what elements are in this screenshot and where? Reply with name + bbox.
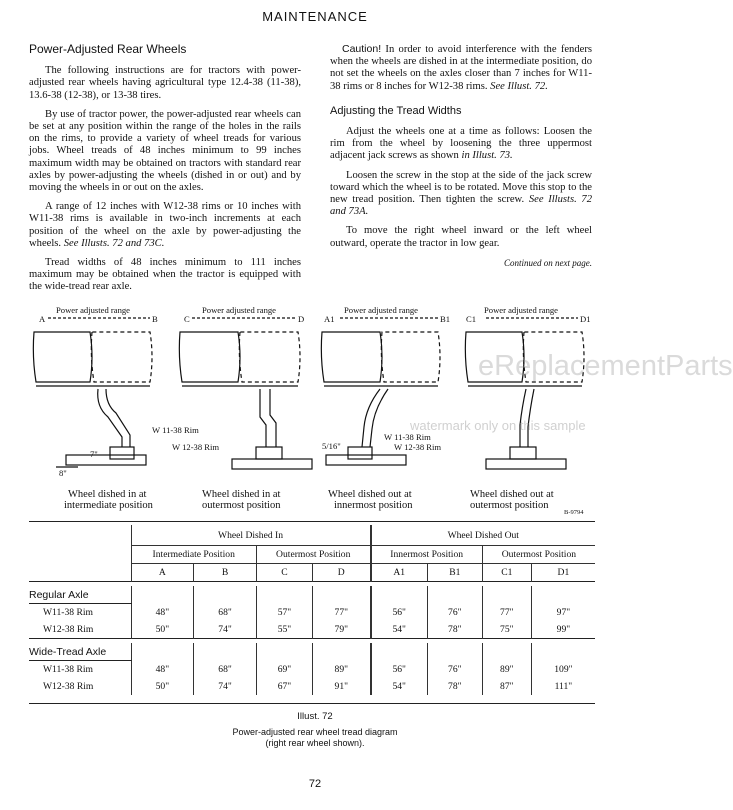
row-label: W11-38 Rim — [43, 607, 94, 618]
letter-a1: A1 — [324, 314, 335, 324]
section-title-adjusting: Adjusting the Tread Widths — [330, 104, 462, 117]
paragraph-text: A range of 12 inches with W12-38 rims or 10 inches with W11-38 rims is available in two-inch increments at each position of the wheel on the axle by power-adjusting the wheels. — [29, 201, 301, 249]
table-cell: 54" — [371, 678, 428, 695]
table-cell: 68" — [194, 661, 257, 679]
table-cell: 48" — [131, 661, 194, 679]
table-row — [29, 604, 595, 622]
table-cell: 75" — [482, 621, 531, 639]
column-letter: B1 — [427, 564, 482, 582]
illust-reference: See Illusts. 72 and 73C. — [63, 237, 165, 249]
table-cell: 67" — [256, 678, 312, 695]
table-cell: 55" — [256, 621, 312, 639]
panel-caption-line1: Wheel dished in at — [68, 489, 147, 500]
rim-label-w11: W 11-38 Rim — [152, 425, 199, 435]
table-cell: 74" — [194, 621, 257, 639]
illust-reference: See Illust. 72. — [490, 80, 548, 92]
caution-text: In order to avoid interference with the fenders when the wheels are dished in at the intermediate position, do not set the wheels on the axles closer than 7 inches for W11-38 rims or 8 inches for W12-38 rims. — [330, 44, 592, 92]
table-cell: 76" — [427, 604, 482, 622]
table-cell: 109" — [531, 661, 595, 679]
group-header-dished-in: Wheel Dished In — [131, 525, 371, 546]
illustration-caption-line1: Power-adjusted rear wheel tread diagram — [232, 727, 398, 737]
section-label-regular-axle: Regular Axle — [29, 586, 131, 604]
table-cell: 89" — [482, 661, 531, 679]
panel-caption-line2: intermediate position — [64, 500, 153, 511]
rim-label-w11: W 11-38 Rim — [384, 432, 431, 442]
range-label: Power adjusted range — [344, 305, 418, 315]
paragraph — [330, 170, 592, 219]
caution-paragraph — [330, 43, 592, 93]
row-label: W11-38 Rim — [43, 664, 94, 675]
dimension-7: 7" — [90, 449, 98, 459]
letter-c1: C1 — [466, 314, 477, 324]
letter-b1: B1 — [440, 314, 451, 324]
table-cell: 69" — [256, 661, 312, 679]
watermark-logo: eReplacementParts — [478, 350, 733, 382]
table-row — [29, 661, 595, 679]
right-column — [330, 43, 592, 276]
table-cell: 89" — [313, 661, 371, 679]
table-cell: 91" — [313, 678, 371, 695]
panel-caption-line2: outermost position — [202, 500, 281, 511]
watermark-note: watermark only on this sample — [410, 418, 586, 433]
tread-diagram-svg — [26, 297, 606, 519]
illustration-number: Illust. 72 — [297, 711, 333, 722]
illust-reference: in Illust. 73. — [461, 150, 513, 162]
column-letter: A1 — [371, 564, 428, 582]
continued-note: Continued on next page. — [504, 257, 592, 268]
table-cell: 48" — [131, 604, 194, 622]
table-cell: 68" — [194, 604, 257, 622]
illustration-caption-line2: (right rear wheel shown). — [265, 738, 365, 748]
rim-label-w12: W 12-38 Rim — [172, 442, 220, 452]
letter-b: B — [152, 314, 158, 324]
table-cell: 50" — [131, 621, 194, 639]
section-title-power-adjusted: Power-Adjusted Rear Wheels — [29, 42, 187, 56]
paragraph-text: Loosen the screw in the stop at the side of the jack screw toward which the wheel is to be rotated. Move this stop to the new tread position. Then tighten the screw. — [330, 169, 592, 206]
table-cell: 99" — [531, 621, 595, 639]
table-cell: 78" — [427, 621, 482, 639]
section-label-wide-tread-axle: Wide-Tread Axle — [29, 643, 131, 661]
range-label: Power adjusted range — [484, 305, 558, 315]
paragraph: To move the right wheel inward or the left wheel outward, operate the tractor in low gear. — [330, 225, 592, 249]
table-cell: 111" — [531, 678, 595, 695]
column-letter: B — [194, 564, 257, 582]
table-cell: 56" — [371, 604, 428, 622]
table-sub-header — [29, 546, 595, 564]
paragraph: By use of tractor power, the power-adjusted rear wheels can be set at any position within the range of the holes in the rails on the rims, to provide a variety of wheel treads for various jobs. Wheel treads of 48 inches minimum to 99 inches maximum width may be obtained on tractors with standard rear axles by power-adjusting the wheels (dished in or out) and by moving the wheels in or out on the axles. — [29, 108, 301, 194]
panel-caption-line1: Wheel dished out at — [470, 489, 554, 500]
sub-header-intermediate: Intermediate Position — [131, 546, 256, 564]
dimension-fraction: 5/16" — [322, 441, 341, 451]
page-number: 72 — [308, 778, 322, 790]
table-cell: 77" — [482, 604, 531, 622]
page-header: MAINTENANCE — [262, 9, 368, 24]
table-cell: 77" — [313, 604, 371, 622]
table-cell: 87" — [482, 678, 531, 695]
table-column-letters — [29, 564, 595, 582]
illust-reference: See Illusts. 72 and 73A. — [330, 194, 593, 218]
panel-caption-line2: innermost position — [334, 500, 413, 511]
tread-table — [29, 521, 595, 704]
range-label: Power adjusted range — [56, 305, 130, 315]
table-section-row — [29, 586, 595, 604]
panel-caption-line2: outermost position — [470, 500, 549, 511]
group-header-dished-out: Wheel Dished Out — [371, 525, 595, 546]
paragraph-text: Adjust the wheels one at a time as follows: Loosen the rim from the wheel by loosening the three uppermost adjacent jack screws as shown — [330, 126, 592, 162]
paragraph: The following instructions are for tractors with power-adjusted rear wheels having agricultural type 12.4-38 (11-38), 13.6-38 (12-38), or 13-38 tires. — [29, 65, 301, 101]
row-label: W12-38 Rim — [43, 624, 94, 635]
table-cell: 57" — [256, 604, 312, 622]
table-cell: 74" — [194, 678, 257, 695]
table-section-row — [29, 643, 595, 661]
table-cell: 76" — [427, 661, 482, 679]
table-cell: 79" — [313, 621, 371, 639]
column-letter: A — [131, 564, 194, 582]
table-row — [29, 678, 595, 695]
column-letter: C1 — [482, 564, 531, 582]
letter-d1: D1 — [580, 314, 591, 324]
column-letter: D — [313, 564, 371, 582]
paragraph: Tread widths of 48 inches minimum to 111 inches maximum may be obtained when the tractor is equipped with the wide-tread rear axle. — [29, 257, 301, 293]
row-label: W12-38 Rim — [43, 681, 94, 692]
table-cell: 97" — [531, 604, 595, 622]
letter-c: C — [184, 314, 190, 324]
tread-table-wrapper — [29, 521, 595, 704]
tread-diagram — [26, 297, 606, 519]
sub-header-innermost: Innermost Position — [371, 546, 483, 564]
paragraph — [330, 126, 592, 163]
paragraph — [29, 201, 301, 250]
column-letter: D1 — [531, 564, 595, 582]
rim-label-w12: W 12-38 Rim — [394, 442, 442, 452]
table-cell: 54" — [371, 621, 428, 639]
dimension-8: 8" — [59, 468, 67, 478]
left-column — [29, 43, 301, 301]
sub-header-outermost: Outermost Position — [482, 546, 595, 564]
column-letter: C — [256, 564, 312, 582]
table-cell: 78" — [427, 678, 482, 695]
panel-1-drawing — [33, 332, 152, 467]
sub-header-outermost: Outermost Position — [256, 546, 370, 564]
letter-d: D — [298, 314, 305, 324]
range-label: Power adjusted range — [202, 305, 276, 315]
panel-caption-line1: Wheel dished out at — [328, 489, 412, 500]
table-cell: 56" — [371, 661, 428, 679]
caution-label: Caution! — [342, 43, 382, 55]
panel-caption-line1: Wheel dished in at — [202, 489, 281, 500]
figure-code: B-9794 — [564, 509, 584, 516]
table-cell: 50" — [131, 678, 194, 695]
table-group-header — [29, 525, 595, 546]
table-row — [29, 621, 595, 639]
letter-a: A — [39, 314, 46, 324]
